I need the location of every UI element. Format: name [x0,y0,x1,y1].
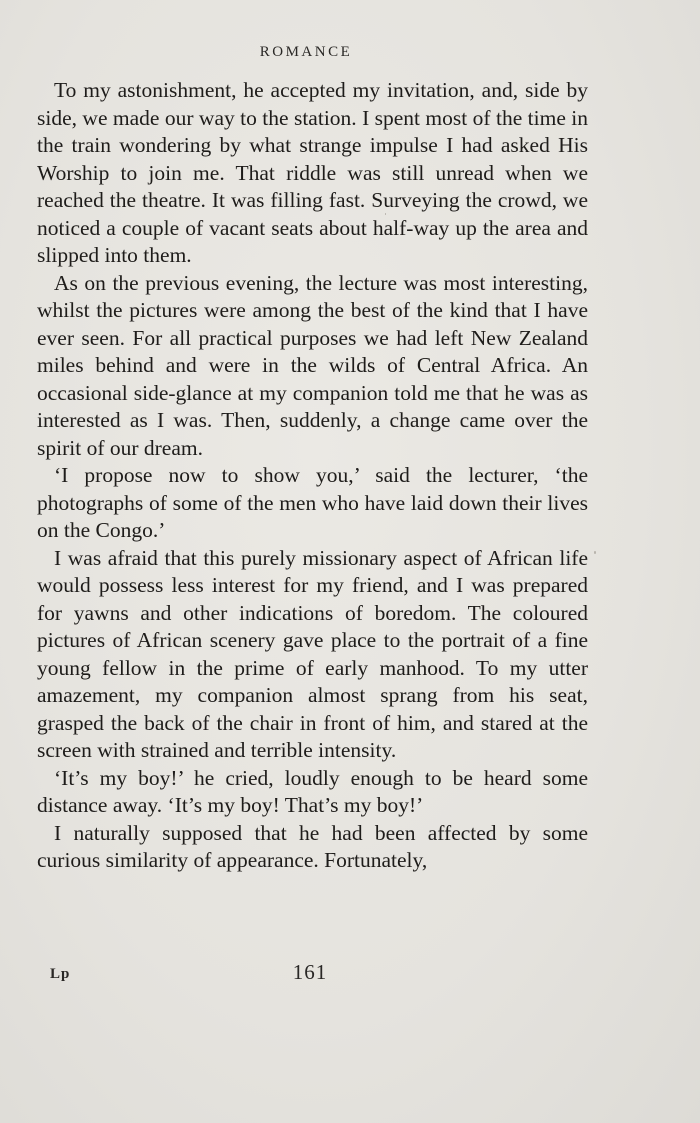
paragraph-3: ‘I propose now to show you,’ said the lecturer, ‘the photographs of some of the men who have laid down their lives on the Congo.’ [37,463,588,542]
paragraph-1: To my astonishment, he accepted my invitation, and, side by side, we made our way to the station. I spent most of the time in the train wondering by what strange impulse I had asked His Worship to join me. That riddle was still unread when we reached the theatre. It was filling fast. Surveying the crowd, we noticed a couple of vacant seats about half-way up the area and slipped into them. [37,78,588,267]
paragraph-2: As on the previous evening, the lecture was most interesting, whilst the pictures were among the best of the kind that I have ever seen. For all practical purposes we had left New Zealand miles behind and were in the wilds of Central Africa. An occasional side-glance at my companion told me that he was as interested as I was. Then, suddenly, a change came over the spirit of our dream. [37,270,588,460]
signature-mark: Lp [50,966,71,982]
paper-speck [385,213,386,215]
running-head: ROMANCE [259,44,353,60]
page-footer [0,960,700,990]
paragraph-5: ‘It’s my boy!’ he cried, loudly enough to be heard some distance away. ‘It’s my boy! That’s my boy!’ [37,765,588,817]
paragraph-4: I was afraid that this purely missionary aspect of African life would possess less interest for my friend, and I was prepared for yawns and other indications of boredom. The coloured pictures of African scenery gave place to the portrait of a fine young fellow in the prime of early manhood. To my utter amazement, my companion almost sprang from his seat, grasped the back of the chair in front of him, and stared at the screen with strained and terrible intensity. [37,545,588,762]
page-number: 161 [292,960,328,984]
body-text [37,77,588,875]
paper-speck [594,551,596,554]
paragraph-6: I naturally supposed that he had been affected by some curious similarity of appearance. Fortunately, [37,820,588,872]
